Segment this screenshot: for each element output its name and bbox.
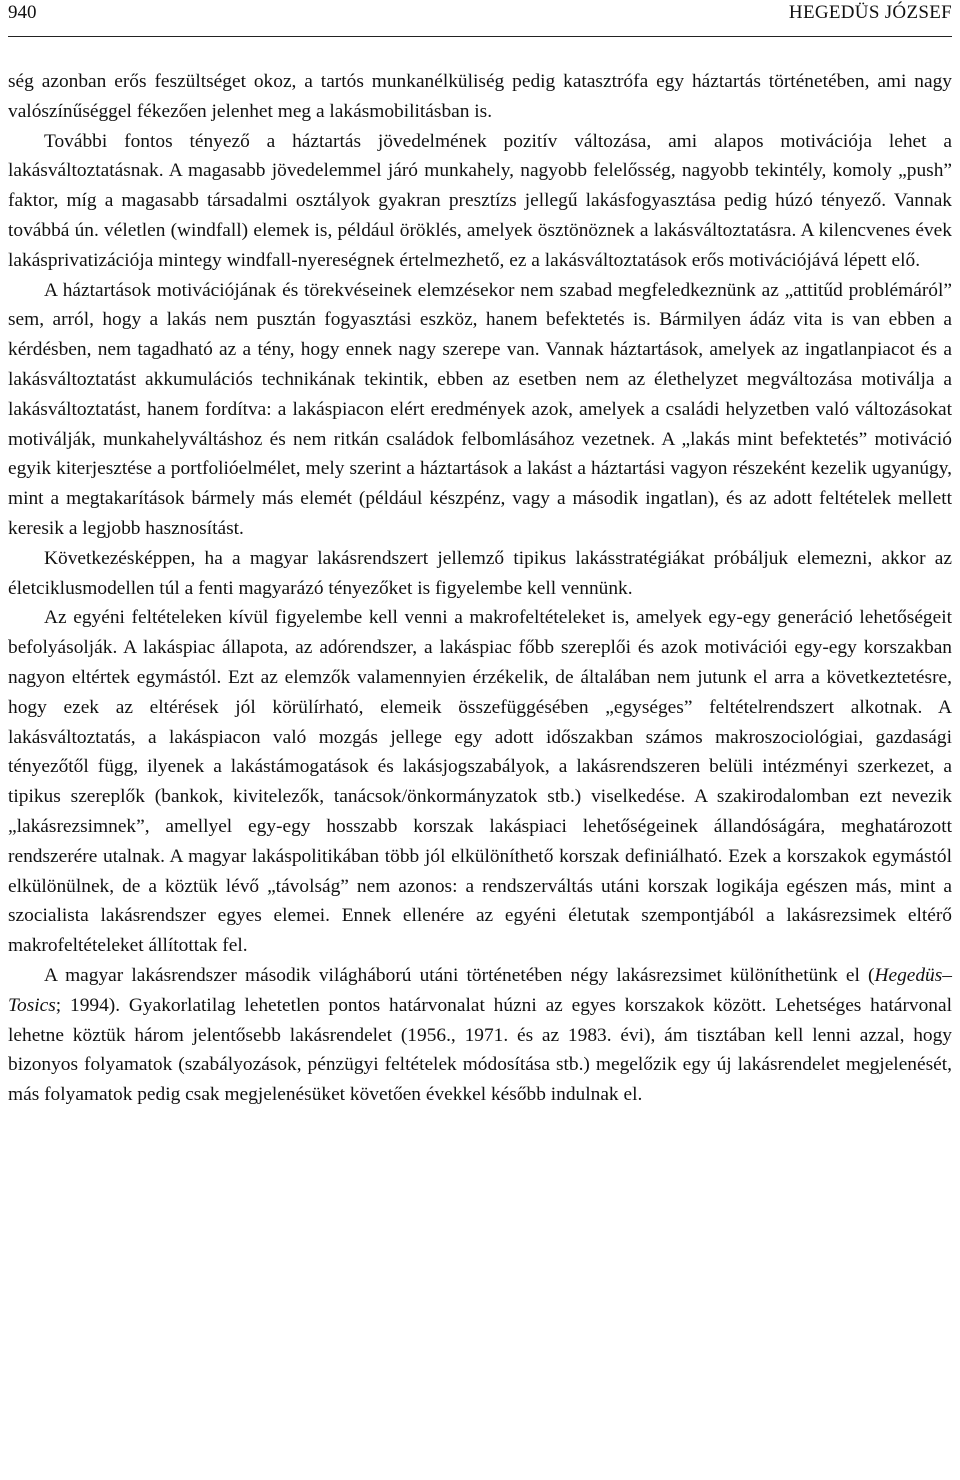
running-header [8,0,952,37]
paragraph-1: ség azonban erős feszültséget okoz, a tartós munkanélküliség pedig katasztrófa egy háztartás történetében, ami nagy valószínűséggel fékezően jelenhet meg a lakásmobilitásban is. [8,71,952,122]
paragraph-2: További fontos tényező a háztartás jövedelmének pozitív változása, ami alapos motivációja lehet a lakásváltoztatásnak. A magasabb jövedelemmel járó munkahely, nagyobb felelősség, nagyobb tekintély, komoly „push” faktor, míg a magasabb társadalmi osztályok gyakran presztízs jellegű lakásfogyasztása pedig húzó tényező. Vannak továbbá ún. véletlen (windfall) elemek is, például öröklés, amelyek ösztönöznek a lakásváltoztatásra. A kilencvenes évek lakásprivatizációja mintegy windfall-nyereségnek értelmezhető, ez a lakásváltoztatások erős motivációjává lépett elő. [8,130,952,271]
paragraph-6-text-before: A magyar lakásrendszer második világháború utáni történetében négy lakásrezsimet különíthetünk el ( [44,964,875,986]
body-text [8,67,952,1110]
citation-authors: Hegedüs–Tosics [8,964,952,1016]
paragraph-6 [8,961,952,1110]
paragraph-5: Az egyéni feltételeken kívül figyelembe kell venni a makrofeltételeket is, amelyek egy-egy generáció lehetőségeit befolyásolják. A lakáspiac állapota, az adórendszer, a lakáspiac főbb szereplői és azok motivációi egy-egy korszakban nagyon eltértek egymástól. Ezt az elemzők valamennyien érzékelik, de általában nem jutunk el arra a következtetésre, hogy ezek az eltérések jól körülírható, elemeik összefüggésében „egységes” feltételrendszert alkotnak. A lakásváltoztatás, a lakáspiacon való mozgás jellege egy adott időszakban számos makroszociológiai, gazdasági tényezőtől függ, ilyenek a lakástámogatások és lakásjogszabályok, a lakásrendszeren belüli intézményi szerkezet, a tipikus szereplők (bankok, kivitelezők, tanácsok/önkormányzatok stb.) viselkedése. A szakirodalomban ezt nevezik „lakásrezsimnek”, amellyel egy-egy hosszabb korszak lakáspiaci lehetőségeinek állandóságára, meghatározott rendszerére utalnak. A magyar lakáspolitikában több jól elkülöníthető korszak definiálható. Ezek a korszakok egymástól elkülönülnek, de a köztük lévő „távolság” nem azonos: a rendszerváltás utáni korszak logikája egészen más, mint a szocialista lakásrendszer egyes elemei. Ennek ellenére az egyéni életutak szempontjából a lakásrezsimek eltérő makrofeltételeket állítottak fel. [8,607,952,957]
paragraph-3: A háztartások motivációjának és törekvéseinek elemzésekor nem szabad megfeledkeznünk az „attitűd problémáról” sem, arról, hogy a lakás nem pusztán fogyasztási eszköz, hanem befektetés is. Bármilyen ádáz vita is van ebben a kérdésben, nem tagadható az a tény, hogy ennek nagy szerepe van. Vannak háztartások, amelyek az ingatlanpiacot és a lakásváltoztatást akkumulációs technikának tekintik, ebben az esetben nem az élethelyzet megváltozása motiválja a lakásváltoztatást, hanem fordítva: a lakáspiacon elért eredmények azok, amelyek a családi helyzetben való változásokat motiválják, munkahelyváltáshoz és nem ritkán családok felbomlásához vezetnek. A „lakás mint befektetés” motiváció egyik kiterjesztése a portfolióelmélet, mely szerint a háztartások a lakást a háztartási vagyon részeként kezelik ugyanúgy, mint a megtakarítások bármely más elemét (például készpénz, vagy a második ingatlan), és az adott feltételek mellett keresik a legjobb hasznosítást. [8,279,952,539]
paragraph-6-text-after: ; 1994). Gyakorlatilag lehetetlen pontos határvonalat húzni az egyes korszakok között. Lehetséges határvonal lehetne köztük három jelentősebb lakásrendelet (1956., 1971. és az 1983. évi), ám tisztában kell lenni azzal, hogy bizonyos folyamatok (szabályozások, pénzügyi feltételek módosítása stb.) megelőzik egy új lakásrendelet megjelenését, más folyamatok pedig csak megjelenésüket követően évekkel később indulnak el. [8,994,952,1106]
running-title: HEGEDÜS JÓZSEF [788,2,952,23]
page-number: 940 [8,2,37,23]
page [8,0,952,1110]
paragraph-4: Következésképpen, ha a magyar lakásrendszert jellemző tipikus lakásstratégiákat próbáljuk elemezni, akkor az életciklusmodellen túl a fenti magyarázó tényezőket is figyelembe kell vennünk. [8,547,952,599]
